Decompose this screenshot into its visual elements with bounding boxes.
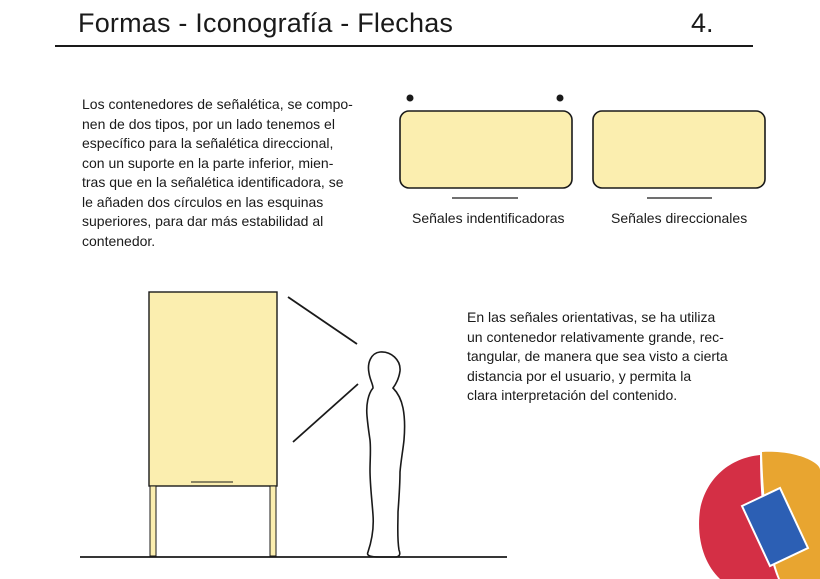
orientation-line: clara interpretación del contenido.: [467, 387, 678, 403]
intro-line: con un suporte en la parte inferior, mien-: [82, 154, 334, 171]
orientation-line: un contenedor relativamente grande, rec-: [467, 328, 724, 345]
identifier-sign-circle-left: [407, 95, 414, 102]
sight-line-upper: [288, 297, 357, 344]
orientation-line: tangular, de manera que sea visto a cierta: [467, 348, 728, 364]
identifier-caption: Señales indentificadoras: [412, 210, 565, 226]
intro-line: específico para la señalética direccional,: [82, 135, 334, 151]
orientation-sign-panel: [149, 292, 277, 486]
orientation-line: distancia por el usuario, y permita la: [467, 367, 692, 384]
intro-line: nen de dos tipos, por un lado tenemos el: [82, 115, 335, 132]
intro-line: Los contenedores de señalética, se compo-: [82, 96, 353, 112]
sight-line-lower: [293, 384, 358, 442]
directional-sign-panel: [593, 111, 765, 188]
orientation-paragraph: [467, 308, 757, 406]
orientation-sign-illustration: [149, 292, 277, 556]
orientation-line: En las señales orientativas, se ha utiliza: [467, 309, 716, 325]
person-silhouette: [367, 352, 405, 557]
intro-line: contenedor.: [82, 232, 156, 249]
identifier-sign-panel: [400, 111, 572, 188]
page-title: Formas - Iconografía - Flechas: [78, 8, 454, 38]
directional-caption: Señales direccionales: [611, 210, 748, 226]
identifier-sign-circle-right: [557, 95, 564, 102]
intro-line: le añaden dos círculos en las esquinas: [82, 193, 324, 210]
directional-sign-illustration: [593, 111, 765, 198]
orientation-sign-leg-right: [270, 486, 276, 556]
intro-line: superiores, para dar más estabilidad al: [82, 213, 324, 229]
page-number: 4.: [691, 8, 714, 38]
brand-logo: [699, 452, 820, 579]
orientation-sign-leg-left: [150, 486, 156, 556]
intro-line: tras que en la señalética identificadora, se: [82, 174, 344, 190]
identifier-sign-illustration: [400, 95, 572, 199]
